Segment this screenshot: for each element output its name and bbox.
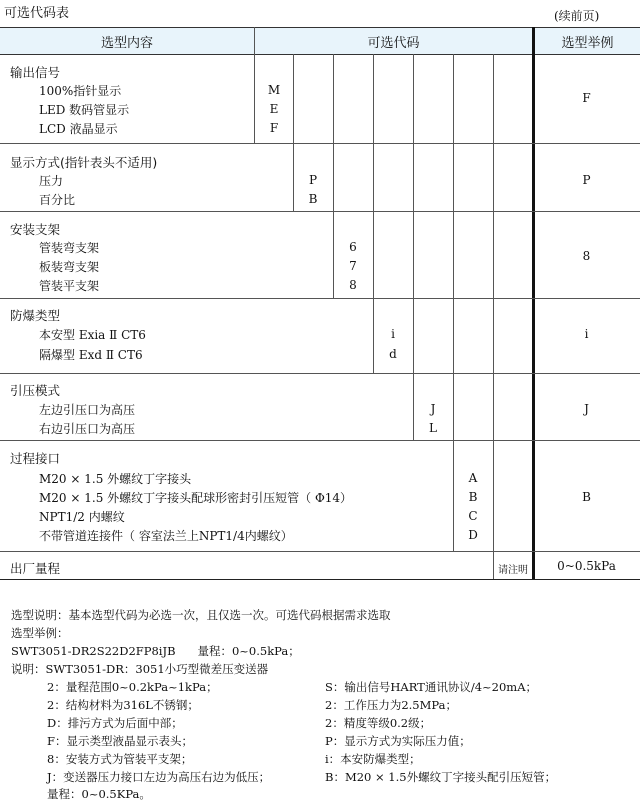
range-example: 0~0.5kPa xyxy=(557,559,616,573)
note-line-2: 选型举例： xyxy=(11,626,69,640)
note-left-item: J：变送器压力接口左边为高压右边为低压； xyxy=(47,770,271,784)
code-col-line-5 xyxy=(413,54,414,440)
note-line-4: 说明：SWT3051-DR：3051小巧型微差压变送器 xyxy=(11,662,269,676)
pressure-port-code: L xyxy=(429,421,437,435)
section-pressure-port-title: 引压模式 xyxy=(10,383,61,398)
display-code: P xyxy=(308,173,318,187)
continued-label: (续前页) xyxy=(554,9,600,23)
code-col-line-3 xyxy=(333,54,334,298)
output-code: M xyxy=(267,83,281,97)
bracket-item: 板装弯支架 xyxy=(39,260,100,274)
header-col-codes: 可选代码 xyxy=(255,27,532,55)
row-sep-2 xyxy=(0,211,640,212)
note-line-1: 选型说明：基本选型代码为必选一次，且仅选一次。可选代码根据需求选取 xyxy=(11,608,391,622)
note-right-item: i：本安防爆类型； xyxy=(325,752,421,766)
pressure-port-example: J xyxy=(584,402,589,416)
row-sep-3 xyxy=(0,298,640,299)
explosion-item: 本安型 Exia Ⅱ CT6 xyxy=(39,328,146,342)
section-display-title: 显示方式(指针表头不适用) xyxy=(10,155,158,170)
section-process-title: 过程接口 xyxy=(10,451,61,466)
section-bracket-title: 安装支架 xyxy=(10,222,61,237)
process-item: NPT1/2 内螺纹 xyxy=(39,510,125,524)
output-example: F xyxy=(582,91,591,105)
row-sep-6 xyxy=(0,551,640,552)
output-item: LED 数码管显示 xyxy=(39,103,130,117)
display-item: 压力 xyxy=(39,174,64,188)
section-output-title: 输出信号 xyxy=(10,65,61,80)
pressure-port-item: 右边引压口为高压 xyxy=(39,422,136,436)
note-left-item: D：排污方式为后面中部； xyxy=(47,716,183,730)
process-code: B xyxy=(468,490,478,504)
code-col-line-7 xyxy=(493,54,494,580)
bracket-item: 管装弯支架 xyxy=(39,241,100,255)
output-code: E xyxy=(269,102,279,116)
process-item: 不带管道连接件（ 容室法兰上NPT1/4内螺纹） xyxy=(39,529,293,543)
note-left-item: 8：安装方式为管装平支架； xyxy=(47,752,193,766)
display-code: B xyxy=(308,192,318,206)
display-example: P xyxy=(582,173,591,187)
explosion-example: i xyxy=(584,327,589,341)
process-code: A xyxy=(468,471,478,485)
header-divider xyxy=(254,27,255,54)
row-sep-4 xyxy=(0,373,640,374)
header-col-example: 选型举例 xyxy=(535,27,640,55)
code-col-line-2 xyxy=(293,54,294,211)
output-item: 100%指针显示 xyxy=(39,84,122,98)
section-explosion-title: 防爆类型 xyxy=(10,308,61,323)
process-code: C xyxy=(468,509,478,523)
display-item: 百分比 xyxy=(39,193,76,207)
section-range-title: 出厂量程 xyxy=(10,561,61,576)
output-code: F xyxy=(269,121,279,135)
code-col-line-4 xyxy=(373,54,374,373)
explosion-code: d xyxy=(389,347,397,361)
note-right-item: P：显示方式为实际压力值； xyxy=(325,734,471,748)
note-right-item: 2：精度等级0.2级； xyxy=(325,716,432,730)
note-left-item: 2：结构材料为316L不锈钢； xyxy=(47,698,199,712)
row-sep-5 xyxy=(0,440,640,441)
pressure-port-item: 左边引压口为高压 xyxy=(39,403,136,417)
code-col-line-1 xyxy=(254,54,255,143)
row-sep-1 xyxy=(0,143,640,144)
note-left-item: 2：量程范围0~0.2kPa~1kPa； xyxy=(47,680,218,694)
range-code-note: 请注明 xyxy=(498,565,528,576)
pressure-port-code: J xyxy=(430,402,436,416)
output-item: LCD 液晶显示 xyxy=(39,122,118,136)
note-left-item: 量程：0~0.5KPa。 xyxy=(47,787,151,801)
explosion-item: 隔爆型 Exd Ⅱ CT6 xyxy=(39,348,143,362)
explosion-code: i xyxy=(391,327,395,341)
note-right-item: 2：工作压力为2.5MPa； xyxy=(325,698,457,712)
note-line-3: SWT3051-DR2S22D2FP8iJB 量程：0~0.5kPa； xyxy=(11,644,300,658)
page-title: 可选代码表 xyxy=(4,6,70,21)
bracket-code: 7 xyxy=(349,259,357,273)
process-code: D xyxy=(468,528,478,542)
note-left-item: F：显示类型液晶显示表头； xyxy=(47,734,193,748)
note-right-item: B：M20 × 1.5外螺纹丁字接头配引压短管； xyxy=(325,770,557,784)
process-item: M20 × 1.5 外螺纹丁字接头 xyxy=(39,472,192,486)
code-col-line-6 xyxy=(453,54,454,551)
header-col-content: 选型内容 xyxy=(0,27,254,55)
note-right-item: S：输出信号HART通讯协议/4~20mA； xyxy=(325,680,538,694)
table-bottom-border xyxy=(0,579,640,580)
bracket-code: 8 xyxy=(349,278,357,292)
process-example: B xyxy=(582,490,591,504)
bracket-item: 管装平支架 xyxy=(39,279,100,293)
bracket-example: 8 xyxy=(582,249,591,263)
process-item: M20 × 1.5 外螺纹丁字接头配球形密封引压短管（ Φ14） xyxy=(39,491,353,505)
bracket-code: 6 xyxy=(349,240,357,254)
